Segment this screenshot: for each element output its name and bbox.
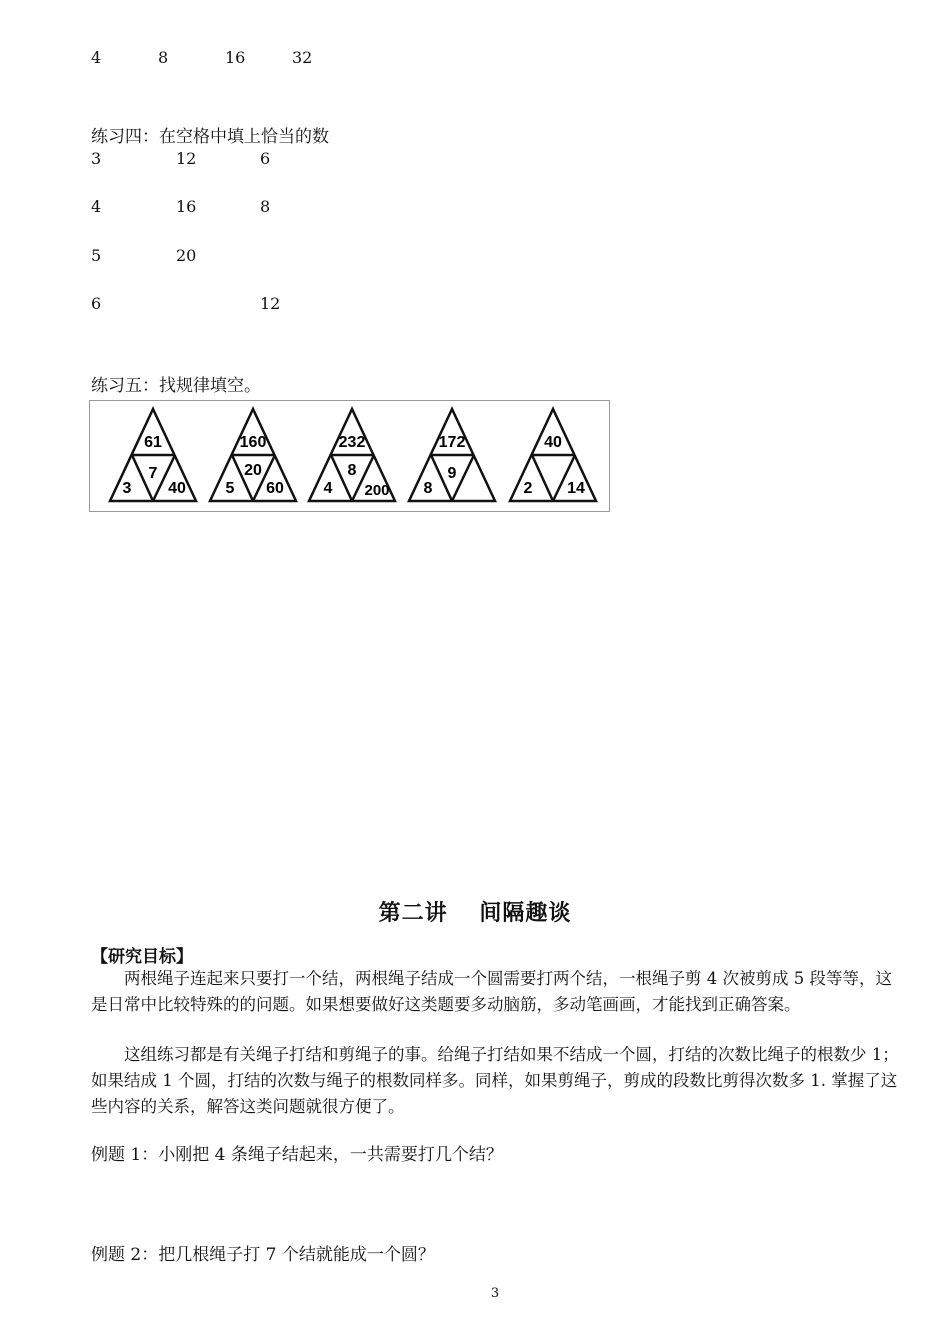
triangle-5-top: 40 <box>544 434 562 451</box>
ex4-cell: 16 <box>176 197 197 216</box>
top-row-value-2: 8 <box>158 48 169 67</box>
triangle-3-right: 200 <box>364 482 390 499</box>
ex4-cell: 5 <box>91 246 102 265</box>
ex4-cell: 4 <box>91 197 102 216</box>
triangle-2-center: 20 <box>244 462 262 479</box>
top-row-value-1: 4 <box>91 48 102 67</box>
example-2: 例题 2：把几根绳子打 7 个结就能成一个圆？ <box>91 1245 435 1265</box>
triangle-4-center: 9 <box>447 465 457 482</box>
triangle-1-left: 3 <box>122 480 132 497</box>
ex4-cell: 3 <box>91 149 102 168</box>
triangle-3-left: 4 <box>323 480 333 497</box>
ex4-cell: 6 <box>260 149 271 168</box>
ex4-cell: 6 <box>91 294 102 313</box>
triangle-2 <box>210 409 296 501</box>
ex4-cell: 12 <box>260 294 281 313</box>
research-goal-heading: 【研究目标】 <box>91 947 193 967</box>
triangle-1-top: 61 <box>144 434 162 451</box>
page-number: 3 <box>490 1286 500 1301</box>
triangle-1 <box>110 409 196 501</box>
triangle-5 <box>510 409 596 501</box>
triangle-3 <box>309 409 395 501</box>
top-row-value-3: 16 <box>225 48 246 67</box>
triangle-3-top: 232 <box>338 434 366 451</box>
exercise-4-title: 练习四：在空格中填上恰当的数 <box>91 127 329 147</box>
triangle-2-right: 60 <box>266 480 284 497</box>
lecture-title: 第二讲 间隔趣谈 <box>378 901 572 926</box>
top-row-value-4: 32 <box>292 48 313 67</box>
triangle-4 <box>409 409 495 501</box>
ex4-cell: 8 <box>260 197 271 216</box>
triangle-4-top: 172 <box>438 434 466 451</box>
triangle-3-center: 8 <box>347 462 357 479</box>
goal-paragraph-2: 这组练习都是有关绳子打结和剪绳子的事。给绳子打结如果不结成一个圆，打结的次数比绳子的根数少 1；如果结成 1 个圆，打结的次数与绳子的根数同样多。同样，如果剪绳子，剪成的段数比剪得次数多 1. 掌握了这些内容的关系，解答这类问题就很方便了。 <box>91 1045 899 1116</box>
triangle-5-left: 2 <box>523 480 533 497</box>
ex4-cell: 20 <box>176 246 197 265</box>
triangle-1-center: 7 <box>148 465 158 482</box>
triangle-2-top: 160 <box>239 434 267 451</box>
triangle-2-left: 5 <box>225 480 235 497</box>
goal-paragraph-1: 两根绳子连起来只要打一个结，两根绳子结成一个圆需要打两个结，一根绳子剪 4 次被剪成 5 段等等，这是日常中比较特殊的的问题。如果想要做好这类题要多动脑筋，多动笔画画，才能找到正确答案。 <box>91 969 892 1014</box>
triangle-4-left: 8 <box>423 480 433 497</box>
triangle-1-right: 40 <box>168 480 186 497</box>
exercise-5-title: 练习五：找规律填空。 <box>91 376 261 396</box>
triangle-puzzle-figure <box>89 400 610 512</box>
example-1: 例题 1：小刚把 4 条绳子结起来，一共需要打几个结？ <box>91 1145 503 1165</box>
triangle-puzzle-svg <box>90 401 609 511</box>
ex4-cell: 12 <box>176 149 197 168</box>
triangle-5-right: 14 <box>567 480 585 497</box>
